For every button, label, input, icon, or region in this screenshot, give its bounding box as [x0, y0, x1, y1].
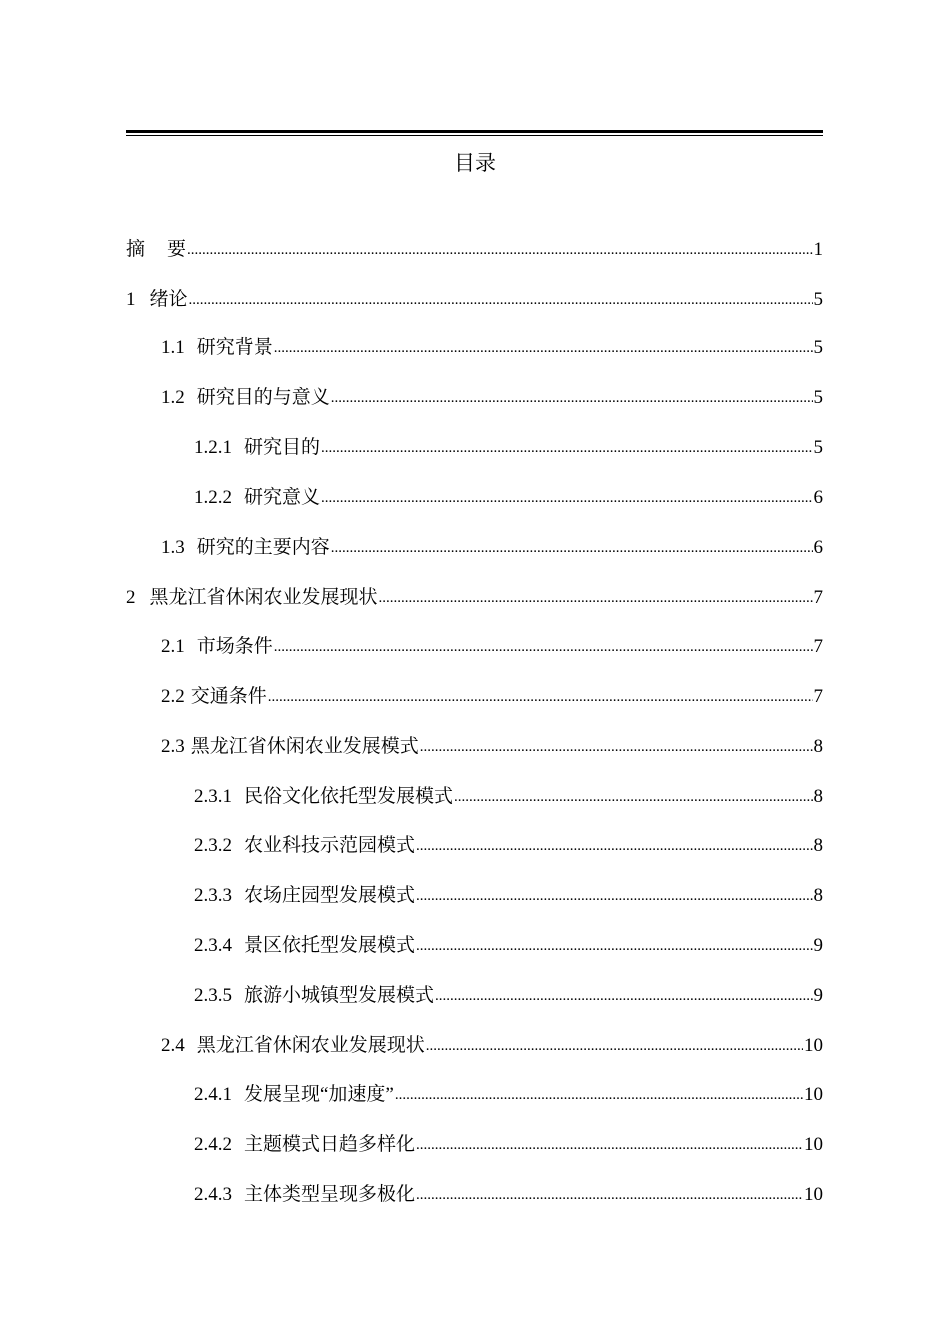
dot-leader	[416, 1178, 803, 1212]
dot-leader	[426, 1029, 803, 1063]
toc-entry[interactable]	[126, 714, 823, 764]
header-rule-thick	[126, 130, 823, 133]
dot-leader	[274, 630, 813, 664]
toc-entry[interactable]	[126, 1162, 823, 1212]
toc-entry-page: 10	[804, 1183, 823, 1205]
toc-entry-label: 2.2 交通条件	[161, 685, 267, 707]
toc-entry-page: 5	[813, 337, 823, 359]
toc-entry-label: 1.1 研究背景	[161, 337, 273, 359]
dot-leader	[379, 581, 813, 615]
toc-entry-page: 5	[813, 288, 823, 310]
toc-entry-label: 摘 要	[126, 237, 187, 260]
toc-entry-label: 2.4.1 发展呈现“加速度”	[194, 1084, 394, 1106]
dot-leader	[321, 431, 812, 465]
dot-leader	[416, 879, 812, 913]
dot-leader	[435, 979, 812, 1013]
toc-entry-label: 2.4.2 主题模式日趋多样化	[194, 1134, 416, 1156]
toc-entry-page: 8	[813, 835, 823, 857]
toc-entry[interactable]	[126, 764, 823, 814]
dot-leader	[189, 283, 813, 317]
toc-entry-page: 8	[813, 785, 823, 807]
toc-entry-page: 9	[813, 984, 823, 1006]
toc-entry-label: 2.3.4 景区依托型发展模式	[194, 934, 416, 956]
toc-entry-page: 9	[813, 934, 823, 956]
toc-entry-page: 6	[813, 486, 823, 508]
toc-entry[interactable]	[126, 1112, 823, 1162]
toc-entry-page: 10	[804, 1084, 823, 1106]
toc-entry-label: 1.2 研究目的与意义	[161, 387, 330, 409]
toc-entry[interactable]	[126, 1063, 823, 1113]
toc-entry-page: 1	[813, 238, 823, 260]
toc-entry-page: 8	[813, 885, 823, 907]
dot-leader	[395, 1078, 803, 1112]
toc-entry[interactable]	[126, 614, 823, 664]
toc-entry[interactable]	[126, 1013, 823, 1063]
toc-entry-page: 5	[813, 436, 823, 458]
toc-entry[interactable]	[126, 814, 823, 864]
toc-entry-label: 1.2.2 研究意义	[194, 486, 321, 508]
toc-entry-page: 10	[804, 1134, 823, 1156]
toc-entry-page: 7	[813, 636, 823, 658]
toc-entry[interactable]	[126, 365, 823, 415]
toc-entry[interactable]	[126, 515, 823, 565]
toc-entry-label: 1.3 研究的主要内容	[161, 536, 330, 558]
toc-entry[interactable]	[126, 465, 823, 515]
toc-entry[interactable]	[126, 316, 823, 366]
toc-entry[interactable]	[126, 565, 823, 615]
toc-entry[interactable]	[126, 913, 823, 963]
toc-entry-page: 5	[813, 387, 823, 409]
toc-entry-abstract[interactable]	[126, 216, 823, 266]
toc-entry[interactable]	[126, 266, 823, 316]
toc-entry-label: 2.3.5 旅游小城镇型发展模式	[194, 984, 435, 1006]
toc-entry-label: 2.3.2 农业科技示范园模式	[194, 835, 416, 857]
toc-entry-page: 7	[813, 587, 823, 609]
table-of-contents	[126, 216, 823, 1212]
toc-entry-label: 2.1 市场条件	[161, 636, 273, 658]
dot-leader	[416, 929, 812, 963]
dot-leader	[331, 531, 813, 565]
toc-entry-page: 6	[813, 536, 823, 558]
toc-entry-label: 2.3.1 民俗文化依托型发展模式	[194, 785, 454, 807]
toc-entry[interactable]	[126, 415, 823, 465]
dot-leader	[274, 331, 813, 365]
toc-entry-label: 1 绪论	[126, 287, 188, 310]
toc-title: 目录	[454, 151, 496, 175]
toc-entry-page: 10	[804, 1034, 823, 1056]
toc-entry-label: 2.3 黑龙江省休闲农业发展模式	[161, 735, 419, 757]
dot-leader	[331, 381, 813, 415]
dot-leader	[420, 730, 813, 764]
header-rule-thin	[126, 135, 823, 136]
dot-leader	[187, 233, 812, 267]
dot-leader	[416, 829, 812, 863]
toc-entry-label: 1.2.1 研究目的	[194, 436, 321, 458]
toc-entry-page: 7	[813, 685, 823, 707]
dot-leader	[321, 481, 812, 515]
toc-entry-label: 2.4 黑龙江省休闲农业发展现状	[161, 1034, 425, 1056]
toc-entry-label: 2.3.3 农场庄园型发展模式	[194, 885, 416, 907]
toc-entry-label: 2 黑龙江省休闲农业发展现状	[126, 586, 378, 609]
toc-entry-label: 2.4.3 主体类型呈现多极化	[194, 1183, 416, 1205]
dot-leader	[454, 780, 812, 814]
toc-entry[interactable]	[126, 963, 823, 1013]
dot-leader	[268, 680, 813, 714]
dot-leader	[416, 1128, 803, 1162]
toc-entry[interactable]	[126, 863, 823, 913]
toc-entry-page: 8	[813, 735, 823, 757]
toc-entry[interactable]	[126, 664, 823, 714]
